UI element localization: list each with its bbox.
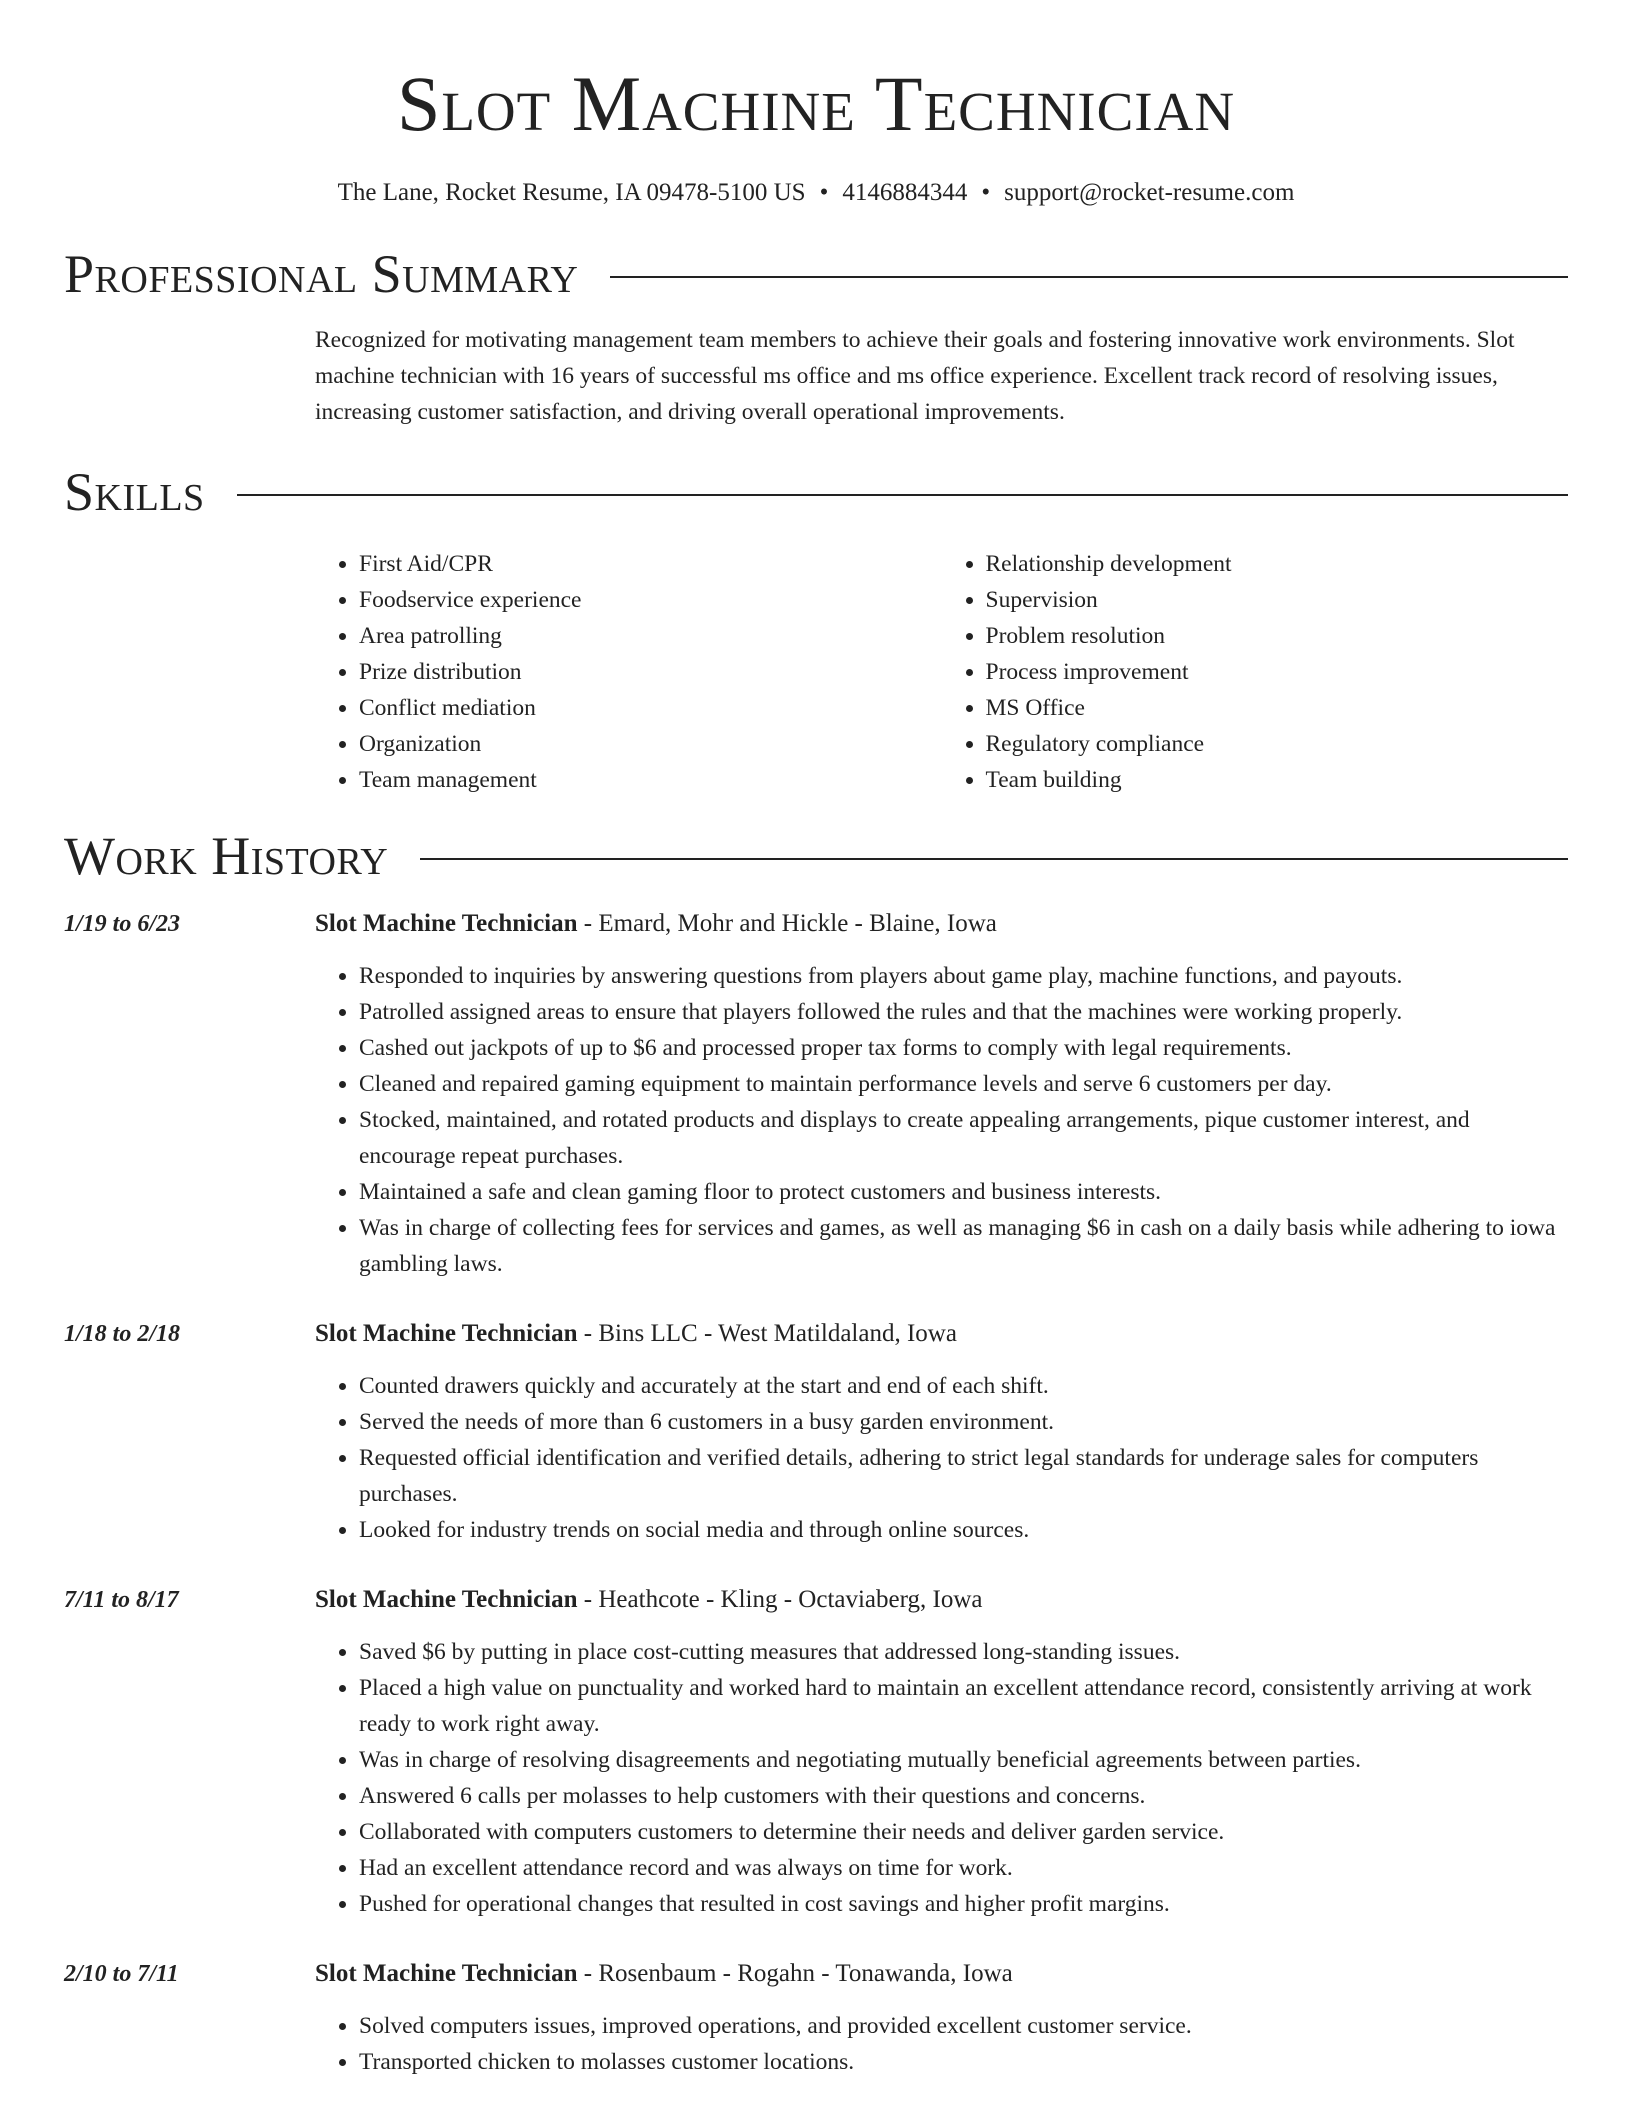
job-bullets	[315, 2008, 1568, 2080]
contact-separator: •	[981, 179, 991, 206]
skills-column-left	[315, 546, 942, 798]
job-bullet: • Saved $6 by putting in place cost-cutting measures that addressed long-standing issues.	[359, 1634, 1568, 1670]
skill-item: • Area patrolling	[359, 618, 942, 654]
skill-item: • MS Office	[986, 690, 1569, 726]
skill-item: • Team management	[359, 762, 942, 798]
job-dates: 1/19 to 6/23	[64, 911, 181, 937]
job-bullet: • Was in charge of resolving disagreements and negotiating mutually beneficial agreements between parties.	[359, 1742, 1568, 1778]
job-bullet: • Stocked, maintained, and rotated products and displays to create appealing arrangements, pique customer interest, and encourage repeat purchases.	[359, 1102, 1568, 1174]
job-title: Slot Machine Technician	[315, 910, 578, 937]
section-divider	[237, 494, 1568, 496]
job-heading	[315, 1316, 1568, 1352]
job-company: - Heathcote - Kling - Octaviaberg, Iowa	[577, 1586, 983, 1613]
section-divider	[610, 276, 1568, 278]
job-bullet: • Collaborated with computers customers to determine their needs and deliver garden service.	[359, 1814, 1568, 1850]
job-bullet: • Cashed out jackpots of up to $6 and processed proper tax forms to comply with legal requirements.	[359, 1030, 1568, 1066]
skills-heading: Skills	[64, 462, 205, 522]
job-body	[315, 906, 1568, 1282]
job-heading	[315, 906, 1568, 942]
job-bullet: • Maintained a safe and clean gaming floor to protect customers and business interests.	[359, 1174, 1568, 1210]
contact-address: The Lane, Rocket Resume, IA 09478-5100 US	[337, 179, 806, 206]
skill-item: • Foodservice experience	[359, 582, 942, 618]
skill-item: • Team building	[986, 762, 1569, 798]
skills-column-right	[942, 546, 1569, 798]
job-body	[315, 1956, 1568, 2080]
job-entry	[64, 1956, 1568, 2080]
job-title: Slot Machine Technician	[315, 1960, 578, 1987]
job-bullet: • Served the needs of more than 6 customers in a busy garden environment.	[359, 1404, 1568, 1440]
skill-item: • First Aid/CPR	[359, 546, 942, 582]
job-bullet: • Transported chicken to molasses customer locations.	[359, 2044, 1568, 2080]
skills-list	[315, 546, 1568, 798]
job-company: - Emard, Mohr and Hickle - Blaine, Iowa	[577, 910, 997, 937]
contact-email: support@rocket-resume.com	[1004, 179, 1295, 206]
job-dates: 2/10 to 7/11	[64, 1961, 179, 1987]
job-bullets	[315, 958, 1568, 1282]
resume-name: Slot Machine Technician	[396, 60, 1236, 147]
contact-phone: 4146884344	[842, 179, 968, 206]
skill-item: • Supervision	[986, 582, 1569, 618]
summary-section-header	[64, 242, 1568, 306]
job-body	[315, 1582, 1568, 1922]
job-company: - Bins LLC - West Matildaland, Iowa	[577, 1320, 957, 1347]
job-body	[315, 1316, 1568, 1548]
job-dates: 1/18 to 2/18	[64, 1321, 181, 1347]
job-entry	[64, 1582, 1568, 1922]
job-bullet: • Answered 6 calls per molasses to help customers with their questions and concerns.	[359, 1778, 1568, 1814]
skill-item: • Prize distribution	[359, 654, 942, 690]
job-entry	[64, 906, 1568, 1282]
skill-item: • Process improvement	[986, 654, 1569, 690]
job-bullet: • Pushed for operational changes that resulted in cost savings and higher profit margins.	[359, 1886, 1568, 1922]
job-bullet: • Was in charge of collecting fees for services and games, as well as managing $6 in cash on a daily basis while adhering to iowa gambling laws.	[359, 1210, 1568, 1282]
job-bullets	[315, 1368, 1568, 1548]
skill-item: • Regulatory compliance	[986, 726, 1569, 762]
summary-heading: Professional Summary	[64, 244, 579, 304]
job-bullet: • Cleaned and repaired gaming equipment to maintain performance levels and serve 6 customers per day.	[359, 1066, 1568, 1102]
job-title: Slot Machine Technician	[315, 1586, 578, 1613]
job-bullet: • Patrolled assigned areas to ensure that players followed the rules and that the machines were working properly.	[359, 994, 1568, 1030]
job-heading	[315, 1956, 1568, 1992]
job-dates: 7/11 to 8/17	[64, 1587, 179, 1613]
job-entry	[64, 1316, 1568, 1548]
resume-page	[64, 0, 1568, 2080]
skill-item: • Relationship development	[986, 546, 1569, 582]
section-divider	[420, 858, 1568, 860]
job-bullet: • Placed a high value on punctuality and worked hard to maintain an excellent attendance record, consistently arriving at work ready to work right away.	[359, 1670, 1568, 1742]
skill-item: • Organization	[359, 726, 942, 762]
contact-line	[64, 178, 1568, 208]
skill-item: • Problem resolution	[986, 618, 1569, 654]
skills-section-header	[64, 460, 1568, 524]
job-bullet: • Requested official identification and verified details, adhering to strict legal standards for underage sales for computers purchases.	[359, 1440, 1568, 1512]
job-bullet: • Had an excellent attendance record and was always on time for work.	[359, 1850, 1568, 1886]
summary-section	[315, 322, 1568, 430]
job-bullet: • Counted drawers quickly and accurately at the start and end of each shift.	[359, 1368, 1568, 1404]
job-bullet: • Solved computers issues, improved operations, and provided excellent customer service.	[359, 2008, 1568, 2044]
job-bullets	[315, 1634, 1568, 1922]
work-section-header	[64, 824, 1568, 888]
contact-separator: •	[819, 179, 829, 206]
job-heading	[315, 1582, 1568, 1618]
job-company: - Rosenbaum - Rogahn - Tonawanda, Iowa	[577, 1960, 1013, 1987]
job-bullet: • Looked for industry trends on social media and through online sources.	[359, 1512, 1568, 1548]
job-title: Slot Machine Technician	[315, 1320, 578, 1347]
work-heading: Work History	[64, 826, 389, 886]
summary-text: Recognized for motivating management team members to achieve their goals and fostering innovative work environments. Slot machine technician with 16 years of successful ms office and ms office experience. Excellent track record of resolving issues, increasing customer satisfaction, and driving overall operational improvements.	[315, 327, 1515, 425]
skill-item: • Conflict mediation	[359, 690, 942, 726]
job-bullet: • Responded to inquiries by answering questions from players about game play, machine functions, and payouts.	[359, 958, 1568, 994]
